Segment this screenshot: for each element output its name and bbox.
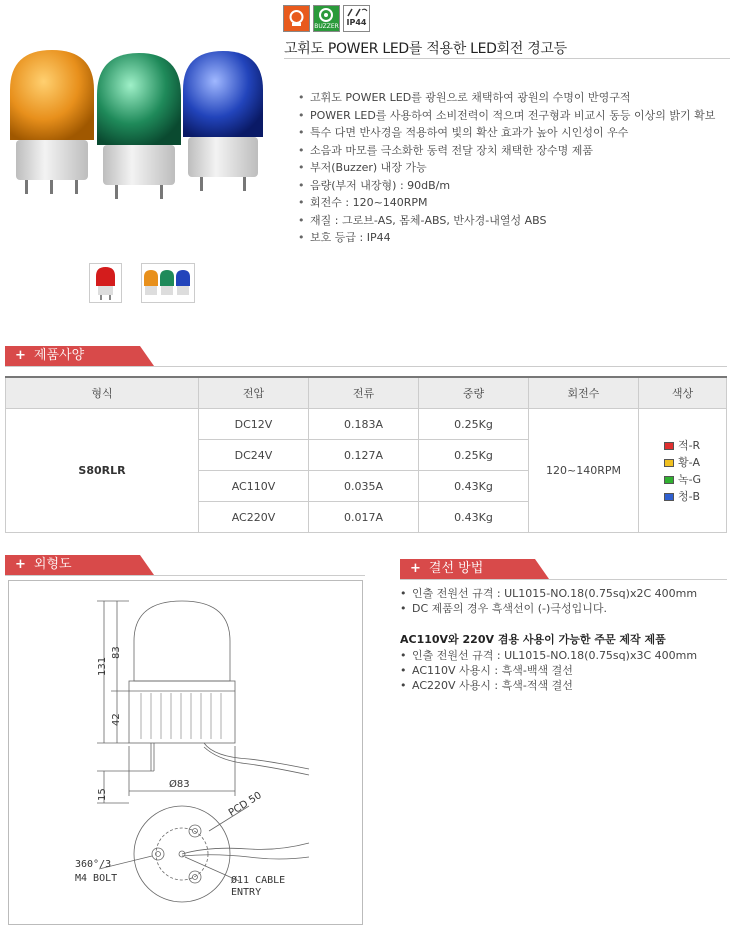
bolt-size-label: M4 BOLT xyxy=(75,873,118,884)
col-header-model: 형식 xyxy=(6,377,199,409)
col-header-voltage: 전압 xyxy=(199,377,309,409)
cable-entry-label: ENTRY xyxy=(231,887,262,898)
ip44-label: IP44 xyxy=(346,18,367,27)
blue-lamp xyxy=(183,51,263,191)
bolt-angle-label: 360°/3 xyxy=(75,859,112,870)
divider xyxy=(5,575,365,576)
divider xyxy=(400,579,727,580)
weight-cell: 0.25Kg xyxy=(419,440,529,471)
table-header-row xyxy=(6,377,727,409)
dim-15: 15 xyxy=(97,788,108,801)
voltage-cell: DC12V xyxy=(199,409,309,440)
feature-item: • 보호 등급 : IP44 xyxy=(298,230,718,245)
dim-42: 42 xyxy=(111,713,122,726)
plus-icon: + xyxy=(410,561,421,576)
wiring-item: • DC 제품의 경우 흑색선이 (-)극성입니다. xyxy=(400,601,728,616)
color-item: 녹-G xyxy=(664,471,701,488)
color-cell xyxy=(639,409,727,533)
feature-item: • 고휘도 POWER LED를 광원으로 채택하여 광원의 수명이 반영구적 xyxy=(298,90,718,105)
feature-item: • 회전수 : 120~140RPM xyxy=(298,195,718,210)
current-cell: 0.035A xyxy=(309,471,419,502)
amber-swatch-icon xyxy=(664,459,674,467)
green-lamp xyxy=(97,53,181,199)
ip44-icon xyxy=(343,5,370,32)
amber-lamp xyxy=(10,50,94,194)
outline-drawing xyxy=(8,580,363,925)
color-item: 청-B xyxy=(664,488,701,505)
col-header-rpm: 회전수 xyxy=(529,377,639,409)
color-list xyxy=(664,437,701,505)
wiring-section-header: + 결선 방법 xyxy=(400,559,535,579)
current-cell: 0.017A xyxy=(309,502,419,533)
thumbnail-red[interactable] xyxy=(89,263,122,303)
divider xyxy=(284,58,730,59)
rpm-cell: 120~140RPM xyxy=(529,409,639,533)
wiring-item: • 인출 전원선 규격 : UL1015-NO.18(0.75sq)x3C 400mm xyxy=(400,648,728,663)
voltage-cell: AC220V xyxy=(199,502,309,533)
col-header-current: 전류 xyxy=(309,377,419,409)
wiring-item: • AC220V 사용시 : 흑색-적색 결선 xyxy=(400,678,728,693)
color-item: 황-A xyxy=(664,454,701,471)
certification-icons xyxy=(283,5,370,32)
wiring-subtitle: AC110V와 220V 겸용 사용이 가능한 주문 제작 제품 xyxy=(400,633,666,646)
buzzer-icon: BUZZER xyxy=(313,5,340,32)
plus-icon: + xyxy=(15,557,26,572)
feature-item: • 음량(부저 내장형) : 90dB/m xyxy=(298,178,718,193)
voltage-cell: AC110V xyxy=(199,471,309,502)
blue-swatch-icon xyxy=(664,493,674,501)
weight-cell: 0.43Kg xyxy=(419,471,529,502)
spec-table xyxy=(5,376,727,533)
feature-item: • 특수 다면 반사경을 적용하여 빛의 확산 효과가 높아 시인성이 우수 xyxy=(298,125,718,140)
page-title: 고휘도 POWER LED를 적용한 LED회전 경고등 xyxy=(284,41,567,57)
feature-item: • POWER LED를 사용하여 소비전력이 적으며 전구형과 비교시 동등 이상의 밝기 확보 xyxy=(298,108,718,123)
dim-diameter: Ø83 xyxy=(169,779,190,790)
dim-131: 131 xyxy=(97,656,108,676)
thumbnail-multi[interactable] xyxy=(141,263,195,303)
wiring-list xyxy=(400,586,728,616)
col-header-weight: 중량 xyxy=(419,377,529,409)
rotating-lamp-icon xyxy=(283,5,310,32)
voltage-cell: DC24V xyxy=(199,440,309,471)
cable-label: Ø11 CABLE xyxy=(231,875,286,886)
feature-item: • 재질 : 그로브-AS, 몸체-ABS, 반사경-내열성 ABS xyxy=(298,213,718,228)
product-photo xyxy=(5,45,275,205)
weight-cell: 0.25Kg xyxy=(419,409,529,440)
red-swatch-icon xyxy=(664,442,674,450)
wiring-list-ac xyxy=(400,648,728,693)
current-cell: 0.183A xyxy=(309,409,419,440)
dim-83: 83 xyxy=(111,646,122,659)
weight-cell: 0.43Kg xyxy=(419,502,529,533)
divider xyxy=(5,366,727,367)
color-item: 적-R xyxy=(664,437,701,454)
table-row xyxy=(6,409,727,440)
feature-item: • 부저(Buzzer) 내장 가능 xyxy=(298,160,718,175)
wiring-item: • 인출 전원선 규격 : UL1015-NO.18(0.75sq)x2C 400mm xyxy=(400,586,728,601)
feature-item: • 소음과 마모를 극소화한 동력 전달 장치 채택한 장수명 제품 xyxy=(298,143,718,158)
pcd-label: PCD 50 xyxy=(226,790,264,819)
green-swatch-icon xyxy=(664,476,674,484)
feature-list xyxy=(298,90,718,248)
spec-section-header: + 제품사양 xyxy=(5,346,140,366)
current-cell: 0.127A xyxy=(309,440,419,471)
outline-section-header: + 외형도 xyxy=(5,555,140,575)
wiring-item: • AC110V 사용시 : 흑색-백색 결선 xyxy=(400,663,728,678)
plus-icon: + xyxy=(15,348,26,363)
col-header-color: 색상 xyxy=(639,377,727,409)
model-cell: S80RLR xyxy=(6,409,199,533)
